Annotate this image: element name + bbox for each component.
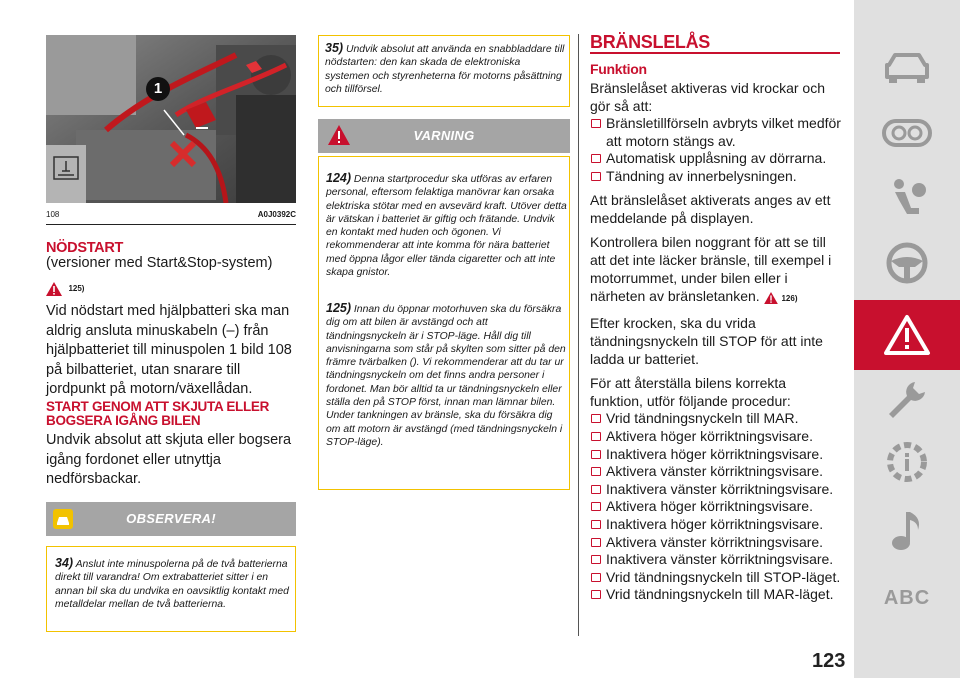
note-125-text: Innan du öppnar motorhuven ska du försäkra dig om att bilen är avstängd och att tändningsnyckeln är i STOP-läge. Håll dig till anvisningarna som står på skylten som sitter på den främre tvärbalken (). Vi rekommenderar att du tar ur tändningsnyckeln om det finns andra personer i fordonet. Man bör alltid ta ur tändningsnyckeln eller ställa den på STOP först, innan man lämnar bilen. Under tankningen av bränsle, ska du försäkra dig om att motorn är avstängd (med tändningsnyckeln i STOP-läge).: [326, 304, 566, 448]
chapter-sidebar: [854, 0, 960, 678]
list-item: Aktivera vänster körriktningsvisare.: [590, 463, 842, 481]
sidebar-item-dashboard[interactable]: [854, 103, 960, 163]
wrench-icon: [885, 378, 929, 422]
callout-1: 1: [146, 77, 170, 101]
effect-list: [590, 115, 842, 185]
steering-wheel-icon: [885, 241, 929, 285]
warning-ref-125: [46, 280, 84, 296]
observera-bar: [46, 502, 296, 536]
paragraph-nodstart: Vid nödstart med hjälpbatteri ska man aldrig ansluta minuskabeln (–) från hjälpbatteriet till minuspolen 1 bild 108 på bilbatteriet, utan snarare till jordpunkt på motorn/växellådan.: [46, 303, 292, 397]
list-item: Aktivera höger körriktningsvisare.: [590, 498, 842, 516]
list-item: Vrid tändningsnyckeln till MAR.: [590, 410, 842, 428]
list-item: Automatisk upplåsning av dörrarna.: [590, 150, 842, 168]
note-124-number: 124): [326, 171, 352, 185]
note-35-number: 35): [325, 41, 344, 55]
varning-bar: [318, 119, 570, 153]
sidebar-item-safety[interactable]: [854, 168, 960, 228]
right-content: [590, 79, 842, 604]
heading-underline: [590, 52, 840, 54]
paragraph-procedure: För att återställa bilens korrekta funktion, utför följande procedur:: [590, 375, 791, 410]
paragraph-display: Att bränslelåset aktiverats anges av ett meddelande på displayen.: [590, 192, 831, 227]
note-34-box: [46, 546, 296, 632]
list-item: Vrid tändningsnyckeln till MAR-läget.: [590, 586, 842, 604]
note-34-text: Anslut inte minuspolerna på de två batterierna direkt till varandra! Om extrabatteriet sitter i en annan bil ska du undvika en oavsiktlig kontakt med metalldelar mellan de två batterierna.: [55, 559, 289, 610]
sidebar-item-multimedia[interactable]: [854, 500, 960, 560]
abc-index-icon: ABC: [883, 586, 931, 609]
note-35-text: Undvik absolut att använda en snabbladdare till nödstarten: den kan skada de elektroniska systemen och styrenheterna för motorns påsättning och tillförsel.: [325, 44, 565, 95]
dashboard-icon: [882, 115, 932, 151]
heading-line-2: BOGSERA IGÅNG BILEN: [46, 413, 201, 428]
note-125-number: 125): [326, 301, 352, 315]
list-item: Tändning av innerbelysningen.: [590, 168, 842, 186]
paragraph-check-text: Kontrollera bilen noggrant för att se till att det inte läcker bränsle, till exempel i motorrummet, under bilen eller i närheten av bränsletanken.: [590, 234, 832, 305]
figure-number: 108: [46, 210, 60, 219]
list-item: Inaktivera vänster körriktningsvisare.: [590, 481, 842, 499]
section-heading-branslelas: BRÄNSLELÅS: [590, 32, 711, 52]
list-item: Inaktivera vänster körriktningsvisare.: [590, 551, 842, 569]
ref-126: 126): [781, 294, 798, 304]
list-item: Inaktivera höger körriktningsvisare.: [590, 446, 842, 464]
paragraph-check: [590, 233, 842, 308]
list-item: Aktivera höger körriktningsvisare.: [590, 428, 842, 446]
warning-triangle-icon: [764, 292, 778, 304]
list-item: Aktivera vänster körriktningsvisare.: [590, 534, 842, 552]
engine-bay-photo: [46, 35, 296, 203]
sidebar-item-index[interactable]: [854, 568, 960, 628]
section-heading-skjuta: [46, 400, 269, 428]
intro-paragraph: Bränslelåset aktiveras vid krockar och gör så att:: [590, 80, 825, 114]
airbag-seat-icon: [885, 176, 929, 220]
note-124-text: Denna startprocedur ska utföras av erfaren personal, eftersom felaktiga manövrar kan orsaka elektriska stötar med en avsevärd kraft. Utöver detta är vätskan i batteriet är giftig och frätande. Undvik en kontakt med huden och ögonen. Vi rekommenderar att inte komma för nära batteriet med öppna lågor eller tända cigaretter och att inte skapa gnistor.: [326, 174, 567, 279]
section-heading-nodstart: NÖDSTART: [46, 240, 124, 256]
column-divider: [578, 34, 579, 636]
sidebar-item-car[interactable]: [854, 38, 960, 98]
note-35-box: [318, 35, 570, 107]
warning-triangle-icon: [883, 314, 931, 356]
sidebar-item-maintenance[interactable]: [854, 370, 960, 430]
sidebar-item-emergency[interactable]: [854, 300, 960, 370]
note-34-number: 34): [55, 556, 74, 570]
note-34: [55, 557, 289, 611]
list-item: Bränsletillförseln avbryts vilket medför att motorn stängs av.: [590, 115, 842, 150]
sidebar-item-driving[interactable]: [854, 233, 960, 293]
section-subheading: (versioner med Start&Stop-system): [46, 255, 273, 271]
observera-label: OBSERVERA!: [126, 511, 216, 526]
ref-number: 125): [68, 284, 85, 294]
car-icon: [883, 51, 931, 85]
list-item: Vrid tändningsnyckeln till STOP-läget.: [590, 569, 842, 587]
subheading-funktion: Funktion: [590, 61, 647, 77]
info-gear-icon: [884, 439, 930, 485]
varning-label: VARNING: [413, 128, 475, 143]
figure-caption: [46, 206, 296, 225]
page-number: 123: [812, 650, 846, 672]
note-35: [325, 42, 565, 96]
warning-triangle-icon: [46, 282, 62, 296]
paragraph-skjuta: Undvik absolut att skjuta eller bogsera igång fordonet eller utnyttja nedförsbackar.: [46, 432, 292, 487]
varning-box: [318, 156, 570, 490]
sidebar-item-technical[interactable]: [854, 432, 960, 492]
procedure-list: [590, 410, 842, 604]
music-note-icon: [890, 508, 924, 552]
figure-code: A0J0392C: [257, 210, 296, 219]
paragraph-after-crash: Efter krocken, ska du vrida tändningsnyckeln till STOP för att inte ladda ur batteriet.: [590, 315, 823, 368]
list-item: Inaktivera höger körriktningsvisare.: [590, 516, 842, 534]
heading-line-1: START GENOM ATT SKJUTA ELLER: [46, 399, 270, 414]
